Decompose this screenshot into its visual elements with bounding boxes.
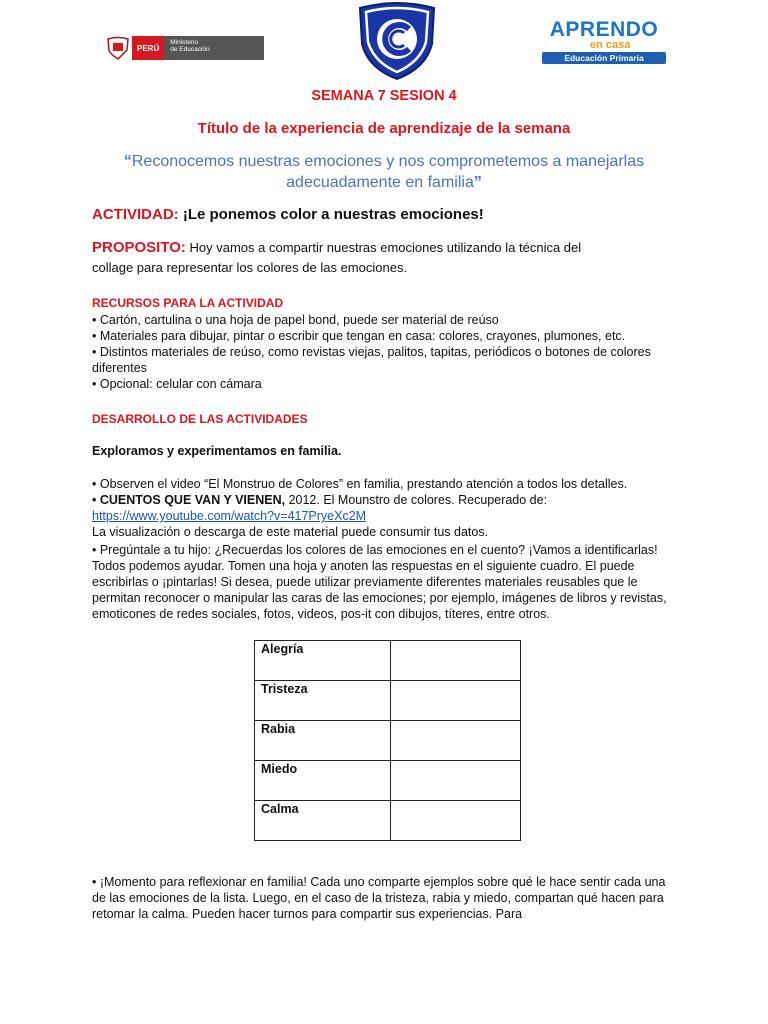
emotion-label: Calma (255, 801, 391, 841)
emotions-table (254, 640, 521, 841)
answer-cell[interactable] (391, 761, 521, 801)
development-title: DESARROLLO DE LAS ACTIVIDADES (92, 412, 308, 426)
emotion-label: Miedo (255, 761, 391, 801)
resources-title: RECURSOS PARA LA ACTIVIDAD (92, 296, 284, 310)
table-row (255, 641, 521, 681)
minedu-ministry: Ministerio de Educación (164, 36, 264, 60)
school-crest-icon (356, 2, 438, 80)
video-paragraph: • Observen el video “El Monstruo de Colores” en familia, prestando atención a todos los detalles. • CUENTOS QUE VAN Y VIENEN, 2012. El Mounstro de colores. Recuperado de: https://www.youtube.com/watch?v=417PryeXc2M La visualización o descarga de este material puede consumir tus datos. (92, 477, 628, 539)
minedu-logo (104, 36, 264, 60)
reflect-paragraph: • ¡Momento para reflexionar en familia! Cada uno comparte ejemplos sobre qué le hace sentir cada una de las emociones de la lista. Luego, en el caso de la tristeza, rabia y miedo, compartan qué hacen para retomar la calma. Pueden hacer turnos para compartir sus experiencias. Para (92, 875, 666, 921)
experience-name: “Reconocemos nuestras emociones y nos comprometemos a manejarlas adecuadamente en familia” (123, 153, 645, 191)
peru-shield-icon (104, 36, 132, 60)
video-link[interactable]: https://www.youtube.com/watch?v=417PryeXc2M (92, 509, 367, 523)
minedu-country: PERÚ (132, 36, 164, 60)
emotion-label: Alegría (255, 641, 391, 681)
list-item: • Distintos materiales de reúso, como revistas viejas, palitos, tapitas, periódicos o botones de colores diferentes (92, 345, 651, 375)
answer-cell[interactable] (391, 801, 521, 841)
aprendo-en-casa-logo: APRENDO en casa Educación Primaria (542, 20, 666, 64)
emotion-label: Rabia (255, 721, 391, 761)
answer-cell[interactable] (391, 721, 521, 761)
week-session-title: SEMANA 7 SESION 4 (311, 88, 457, 104)
experience-title: Título de la experiencia de aprendizaje de la semana (197, 120, 571, 137)
answer-cell[interactable] (391, 681, 521, 721)
table-row (255, 761, 521, 801)
activity-heading: ACTIVIDAD: ¡Le ponemos color a nuestras emociones! (92, 206, 484, 223)
list-item: • Cartón, cartulina o una hoja de papel bond, puede ser material de reúso (92, 313, 499, 327)
ask-paragraph: • Pregúntale a tu hijo: ¿Recuerdas los colores de las emociones en el cuento? ¡Vamos a identificarlas! Todos podemos ayudar. Tomen una hoja y anoten las respuestas en el siguiente cuadro. El puede escribirlas o ¡pintarlas! Si desea, puede utilizar previamente diferentes materiales reusables que le permitan reconocer o manipular las caras de las emociones; por ejemplo, imágenes de libros y revistas, emoticones de redes sociales, fotos, videos, pos-it con dibujos, títeres, entre otros. (92, 543, 667, 621)
list-item: • Opcional: celular con cámara (92, 377, 262, 391)
emotion-label: Tristeza (255, 681, 391, 721)
explore-subtitle: Exploramos y experimentamos en familia. (92, 444, 342, 458)
table-row (255, 721, 521, 761)
table-row (255, 681, 521, 721)
resources-list (92, 312, 682, 392)
list-item: • Materiales para dibujar, pintar o escribir que tengan en casa: colores, crayones, plumones, etc. (92, 329, 626, 343)
answer-cell[interactable] (391, 641, 521, 681)
purpose-paragraph: PROPOSITO: Hoy vamos a compartir nuestras emociones utilizando la técnica del collage para representar los colores de las emociones. (92, 239, 582, 275)
table-row (255, 801, 521, 841)
